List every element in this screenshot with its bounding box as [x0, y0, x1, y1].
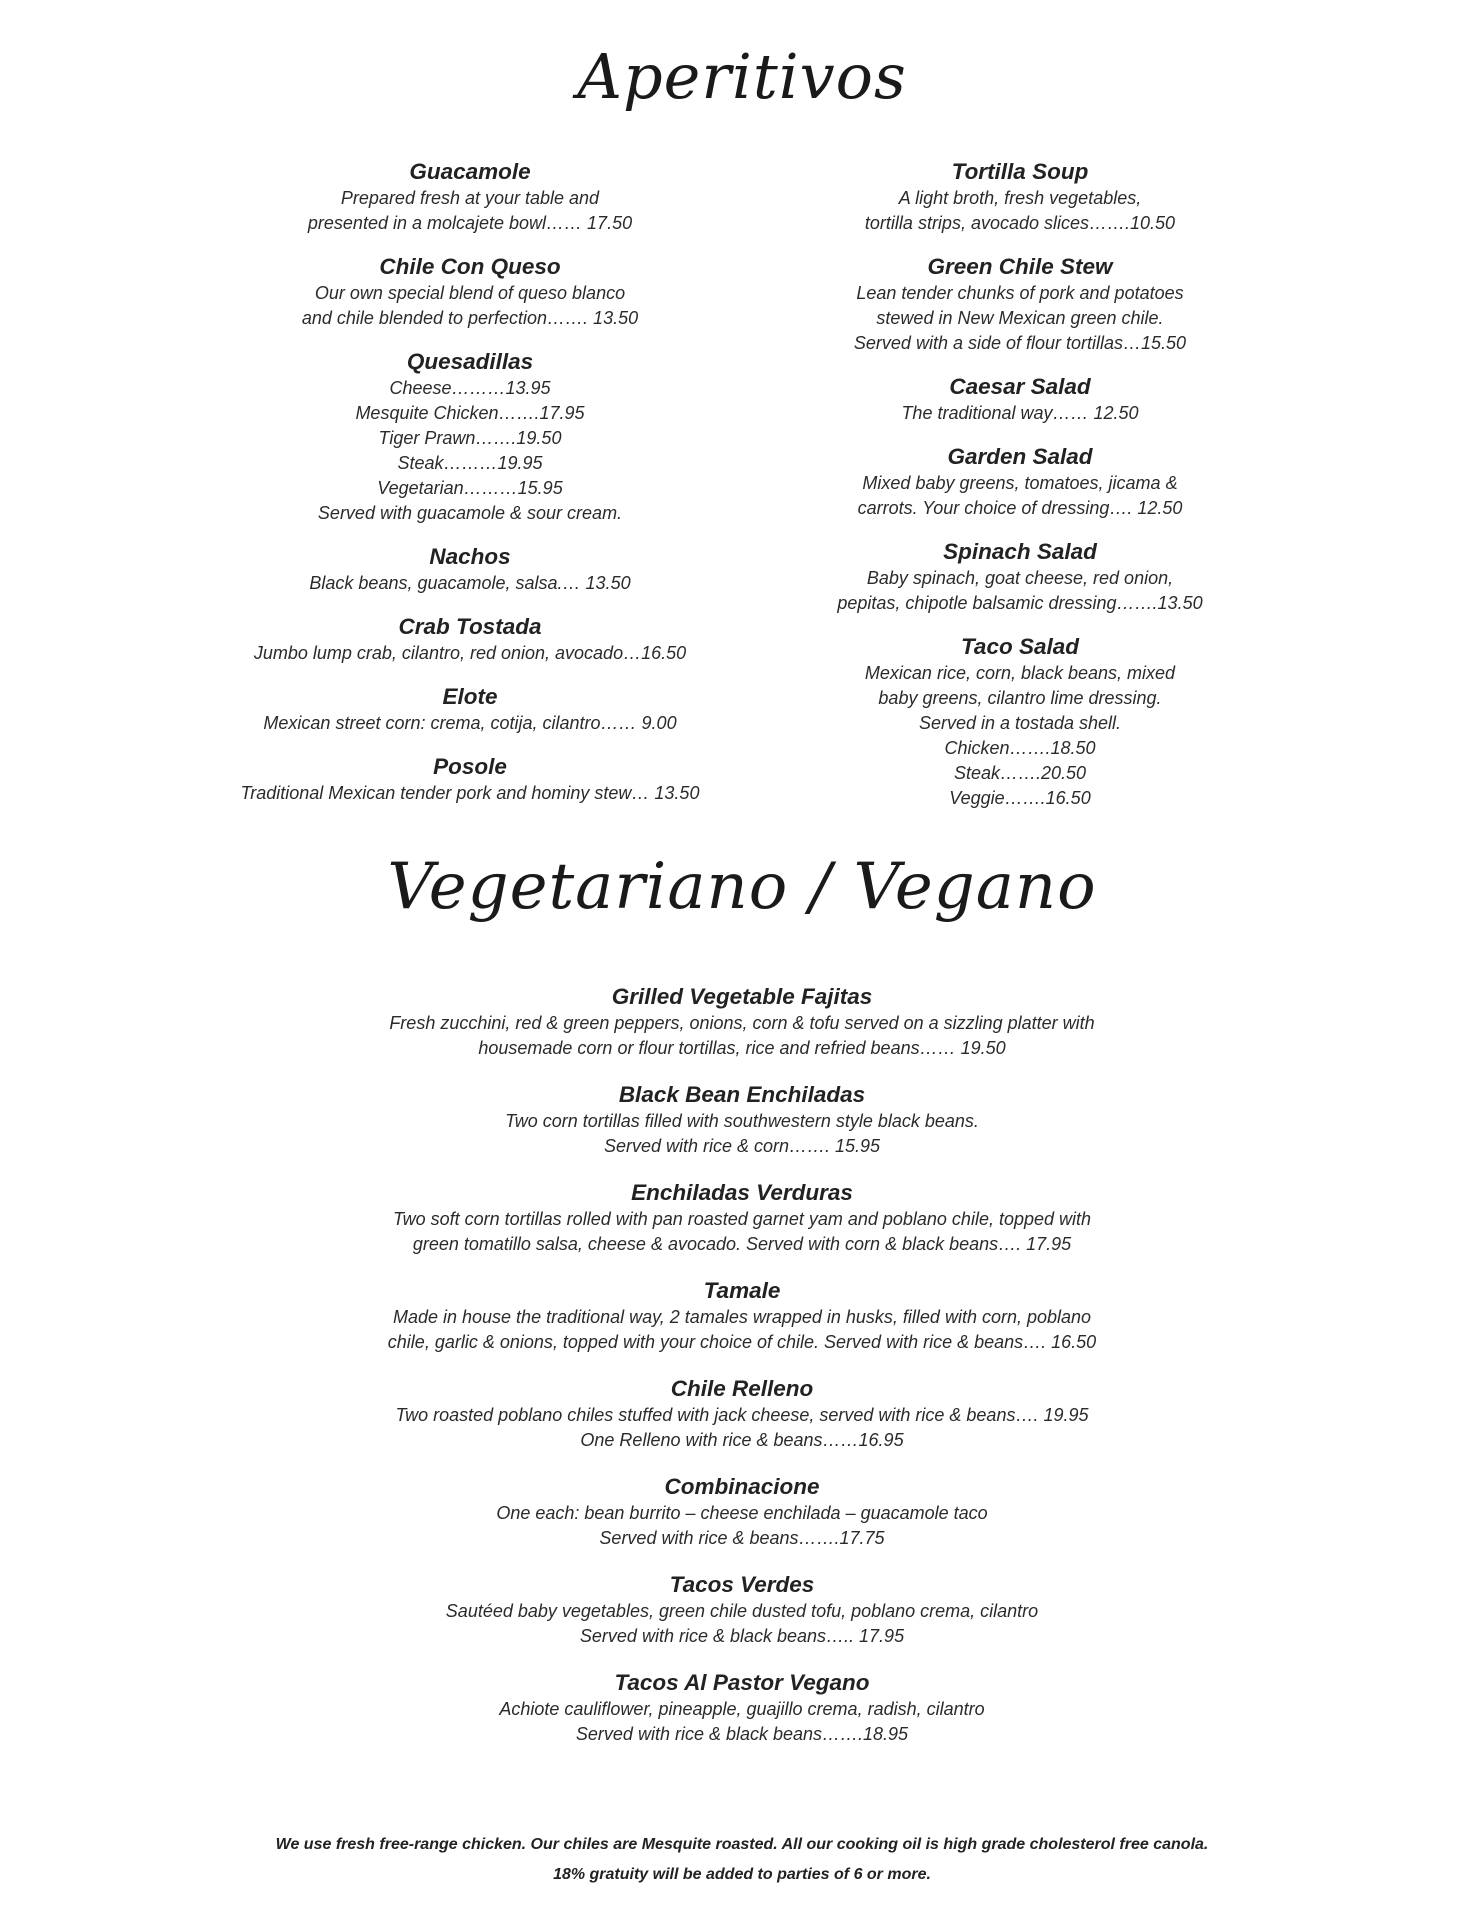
menu-item: [210, 613, 730, 666]
menu-item: [760, 633, 1280, 811]
vegetariano-column: [292, 983, 1192, 1767]
menu-item: [292, 1277, 1192, 1355]
menu-item: [760, 538, 1280, 616]
menu-item-description: Two roasted poblano chiles stuffed with jack cheese, served with rice & beans…. 19.95: [395, 1405, 1089, 1425]
menu-item-description: Mixed baby greens, tomatoes, jicama &: [862, 473, 1178, 493]
menu-item-name: Nachos: [429, 544, 511, 569]
menu-item-name: Combinacione: [664, 1474, 820, 1499]
menu-item: [210, 158, 730, 236]
menu-item: [760, 158, 1280, 236]
menu-item: [292, 1473, 1192, 1551]
menu-item-description: Mexican rice, corn, black beans, mixed: [864, 663, 1176, 683]
menu-item: [760, 443, 1280, 521]
menu-item-name: Caesar Salad: [949, 374, 1091, 399]
menu-item-description: tortilla strips, avocado slices…….10.50: [864, 213, 1176, 233]
menu-item-name: Tamale: [703, 1278, 781, 1303]
menu-item-name: Tacos Al Pastor Vegano: [614, 1670, 870, 1695]
aperitivos-heading: Aperitivos: [577, 40, 907, 113]
menu-item-description: Sautéed baby vegetables, green chile dusted tofu, poblano crema, cilantro: [445, 1601, 1039, 1621]
menu-item-description: pepitas, chipotle balsamic dressing…….13.50: [837, 593, 1203, 613]
menu-item-description: Mesquite Chicken…….17.95: [355, 403, 585, 423]
menu-item-name: Green Chile Stew: [927, 254, 1113, 279]
menu-item-description: green tomatillo salsa, cheese & avocado. Served with corn & black beans…. 17.95: [412, 1234, 1072, 1254]
menu-item-description: Chicken…….18.50: [944, 738, 1096, 758]
menu-item: [760, 253, 1280, 356]
menu-item-description: Baby spinach, goat cheese, red onion,: [866, 568, 1174, 588]
menu-item: [210, 543, 730, 596]
menu-item: [292, 1179, 1192, 1257]
menu-item-description: Fresh zucchini, red & green peppers, onions, corn & tofu served on a sizzling platter with: [389, 1013, 1095, 1033]
menu-item-description: housemade corn or flour tortillas, rice and refried beans…… 19.50: [478, 1038, 1006, 1058]
menu-item-description: Steak…….20.50: [953, 763, 1087, 783]
menu-item-name: Tortilla Soup: [951, 159, 1089, 184]
menu-item-description: Achiote cauliflower, pineapple, guajillo crema, radish, cilantro: [499, 1699, 985, 1719]
menu-item-description: Served with rice & black beans….. 17.95: [579, 1626, 905, 1646]
menu-item-description: Made in house the traditional way, 2 tamales wrapped in husks, filled with corn, poblano: [392, 1307, 1092, 1327]
menu-item: [210, 683, 730, 736]
menu-item-name: Taco Salad: [961, 634, 1079, 659]
menu-item-description: One each: bean burrito – cheese enchilada – guacamole taco: [496, 1503, 988, 1523]
menu-item-name: Quesadillas: [406, 349, 534, 374]
menu-item-description: Lean tender chunks of pork and potatoes: [856, 283, 1184, 303]
menu-item-description: A light broth, fresh vegetables,: [898, 188, 1142, 208]
menu-item: [292, 1669, 1192, 1747]
menu-item: [292, 983, 1192, 1061]
menu-item-description: and chile blended to perfection……. 13.50: [301, 308, 639, 328]
menu-item-name: Garden Salad: [947, 444, 1093, 469]
menu-item-description: carrots. Your choice of dressing…. 12.50: [857, 498, 1183, 518]
menu-item-description: Served with a side of flour tortillas…15.50: [853, 333, 1187, 353]
aperitivos-left-column: [210, 158, 730, 823]
menu-item-description: Veggie…….16.50: [949, 788, 1091, 808]
menu-item-description: Cheese………13.95: [389, 378, 551, 398]
menu-item-name: Black Bean Enchiladas: [618, 1082, 866, 1107]
menu-item: [210, 348, 730, 526]
aperitivos-right-column: [760, 158, 1280, 828]
menu-item-description: Mexican street corn: crema, cotija, cilantro…… 9.00: [263, 713, 677, 733]
menu-item-description: Served with guacamole & sour cream.: [317, 503, 623, 523]
menu-item-description: Two soft corn tortillas rolled with pan roasted garnet yam and poblano chile, topped with: [392, 1209, 1092, 1229]
menu-item-name: Tacos Verdes: [669, 1572, 815, 1597]
menu-item-name: Chile Con Queso: [379, 254, 561, 279]
menu-item-description: Black beans, guacamole, salsa.… 13.50: [309, 573, 631, 593]
menu-item-description: Steak………19.95: [397, 453, 543, 473]
menu-item-description: Two corn tortillas filled with southwestern style black beans.: [505, 1111, 979, 1131]
menu-item-description: Our own special blend of queso blanco: [314, 283, 626, 303]
menu-item-description: chile, garlic & onions, topped with your choice of chile. Served with rice & beans…. 16.50: [387, 1332, 1097, 1352]
menu-item-description: presented in a molcajete bowl…… 17.50: [307, 213, 633, 233]
menu-item-description: The traditional way…… 12.50: [901, 403, 1139, 423]
menu-item-description: Traditional Mexican tender pork and hominy stew… 13.50: [240, 783, 700, 803]
menu-item: [210, 753, 730, 806]
menu-item-description: Prepared fresh at your table and: [340, 188, 600, 208]
menu-item-description: stewed in New Mexican green chile.: [876, 308, 1164, 328]
menu-footer: [0, 1830, 1484, 1890]
menu-item-description: baby greens, cilantro lime dressing.: [878, 688, 1162, 708]
menu-item-description: Served with rice & corn……. 15.95: [603, 1136, 881, 1156]
menu-item-name: Elote: [442, 684, 498, 709]
menu-item-name: Crab Tostada: [398, 614, 542, 639]
menu-item-description: Tiger Prawn…….19.50: [378, 428, 562, 448]
menu-item-description: Served in a tostada shell.: [918, 713, 1122, 733]
vegetariano-heading: Vegetariano / Vegano: [387, 850, 1097, 924]
gratuity-note: 18% gratuity will be added to parties of 6 or more.: [553, 1866, 931, 1883]
menu-item: [292, 1081, 1192, 1159]
menu-item-name: Chile Relleno: [670, 1376, 814, 1401]
footer-note: We use fresh free-range chicken. Our chiles are Mesquite roasted. All our cooking oil is high grade cholesterol free canola.: [275, 1836, 1209, 1853]
menu-item: [210, 253, 730, 331]
menu-item: [292, 1571, 1192, 1649]
menu-item: [292, 1375, 1192, 1453]
menu-item-name: Grilled Vegetable Fajitas: [611, 984, 873, 1009]
menu-item-description: Served with rice & black beans…….18.95: [575, 1724, 909, 1744]
menu-item-name: Spinach Salad: [943, 539, 1097, 564]
menu-item-name: Posole: [433, 754, 507, 779]
menu-item-description: Served with rice & beans…….17.75: [599, 1528, 885, 1548]
menu-item-description: One Relleno with rice & beans……16.95: [580, 1430, 904, 1450]
menu-item-name: Guacamole: [409, 159, 531, 184]
menu-item-name: Enchiladas Verduras: [631, 1180, 853, 1205]
menu-item: [760, 373, 1280, 426]
menu-item-description: Jumbo lump crab, cilantro, red onion, avocado…16.50: [253, 643, 687, 663]
menu-item-description: Vegetarian………15.95: [377, 478, 563, 498]
